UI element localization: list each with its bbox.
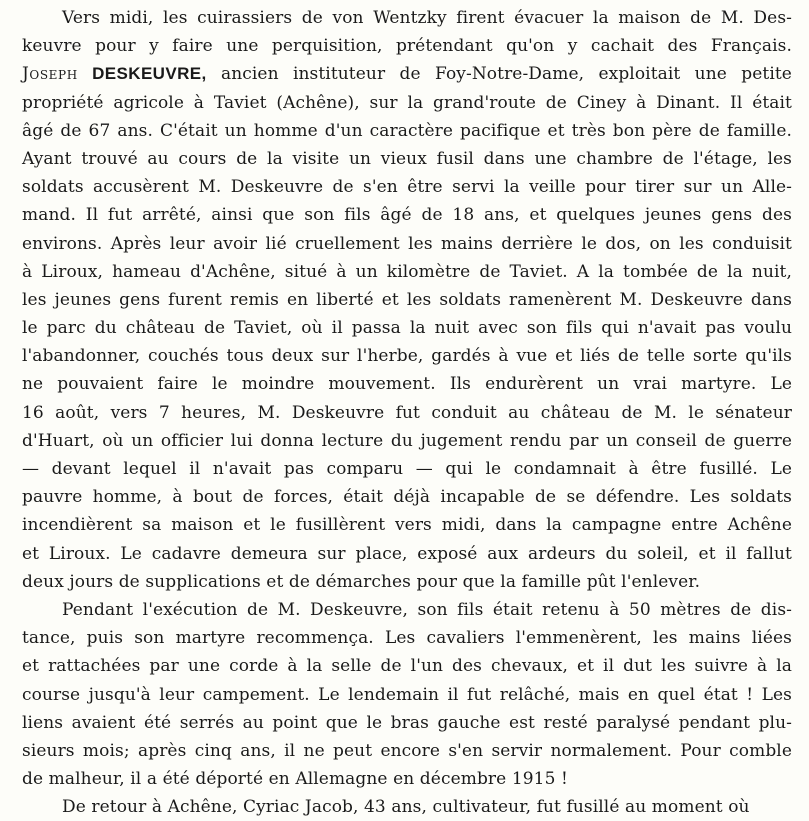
person-first-name: Joseph: [22, 64, 78, 85]
text-line: incendièrent sa maison et le fusillèrent vers midi, dans la campagne entre Achêne: [22, 515, 792, 536]
text-line: pauvre homme, à bout de forces, était déjà incapable de se défendre. Les soldats: [22, 487, 792, 508]
text-line: à Liroux, hameau d'Achêne, situé à un kilomètre de Taviet. A la tombée de la nuit,: [22, 261, 792, 282]
text-line: Vers midi, les cuirassiers de von Wentzky firent évacuer la maison de M. Des-: [62, 8, 792, 28]
text-line: l'abandonner, couchés tous deux sur l'herbe, gardés à vue et liés de telle sorte qu'ils: [22, 346, 792, 367]
text-line: 16 août, vers 7 heures, M. Deskeuvre fut conduit au château de M. le sénateur: [22, 402, 792, 423]
text-line: âgé de 67 ans. C'était un homme d'un caractère pacifique et très bon père de famille.: [22, 120, 792, 141]
text-line: et rattachées par une corde à la selle de l'un des chevaux, et il dut les suivre à la: [22, 656, 792, 677]
text-line: tance, puis son martyre recommença. Les cavaliers l'emmenèrent, les mains liées: [22, 628, 792, 649]
text-line-cut: De retour à Achêne, Cyriac Jacob, 43 ans, cultivateur, fut fusillé au moment où: [62, 797, 750, 818]
text-line: de malheur, il a été déporté en Allemagne en décembre 1915 !: [22, 769, 568, 790]
text-line-with-name: [22, 60, 792, 88]
text-line: ne pouvaient faire le moindre mouvement. Ils endurèrent un vrai martyre. Le: [22, 374, 792, 395]
text-line: soldats accusèrent M. Deskeuvre de s'en être servi la veille pour tirer sur un Alle-: [22, 177, 792, 198]
text-line: propriété agricole à Taviet (Achêne), sur la grand'route de Ciney à Dinant. Il était: [22, 92, 792, 113]
text-line: liens avaient été serrés au point que le bras gauche est resté paralysé pendant plu-: [22, 712, 792, 733]
text-line: Ayant trouvé au cours de la visite un vieux fusil dans une chambre de l'étage, les: [22, 148, 792, 169]
text-line: les jeunes gens furent remis en liberté et les soldats ramenèrent M. Deskeuvre dans: [22, 289, 792, 310]
document-page: [22, 4, 792, 818]
text-line: mand. Il fut arrêté, ainsi que son fils âgé de 18 ans, et quelques jeunes gens des: [22, 205, 792, 226]
text-line: keuvre pour y faire une perquisition, prétendant qu'on y cachait des Français.: [22, 36, 792, 57]
text-line: environs. Après leur avoir lié cruellement les mains derrière le dos, on les conduisit: [22, 233, 792, 254]
text-line: — devant lequel il n'avait pas comparu — qui le condamnait à être fusillé. Le: [22, 459, 792, 479]
person-last-name: DESKEUVRE,: [92, 64, 207, 84]
text-line: le parc du château de Taviet, où il passa la nuit avec son fils qui n'avait pas voulu: [22, 318, 792, 339]
text-line: et Liroux. Le cadavre demeura sur place, exposé aux ardeurs du soleil, et il fallut: [22, 543, 792, 564]
text-line: deux jours de supplications et de démarches pour que la famille pût l'enlever.: [22, 571, 701, 592]
text-line: Pendant l'exécution de M. Deskeuvre, son fils était retenu à 50 mètres de dis-: [62, 599, 792, 620]
text-line: course jusqu'à leur campement. Le lendemain il fut relâché, mais en quel état ! Les: [22, 684, 792, 705]
text-line: sieurs mois; après cinq ans, il ne peut encore s'en servir normalement. Pour comble: [22, 740, 792, 761]
text-fragment: ancien instituteur de Foy-Notre-Dame, exploitait une petite: [220, 64, 792, 85]
text-line: d'Huart, où un officier lui donna lecture du jugement rendu par un conseil de guerre: [22, 430, 792, 451]
